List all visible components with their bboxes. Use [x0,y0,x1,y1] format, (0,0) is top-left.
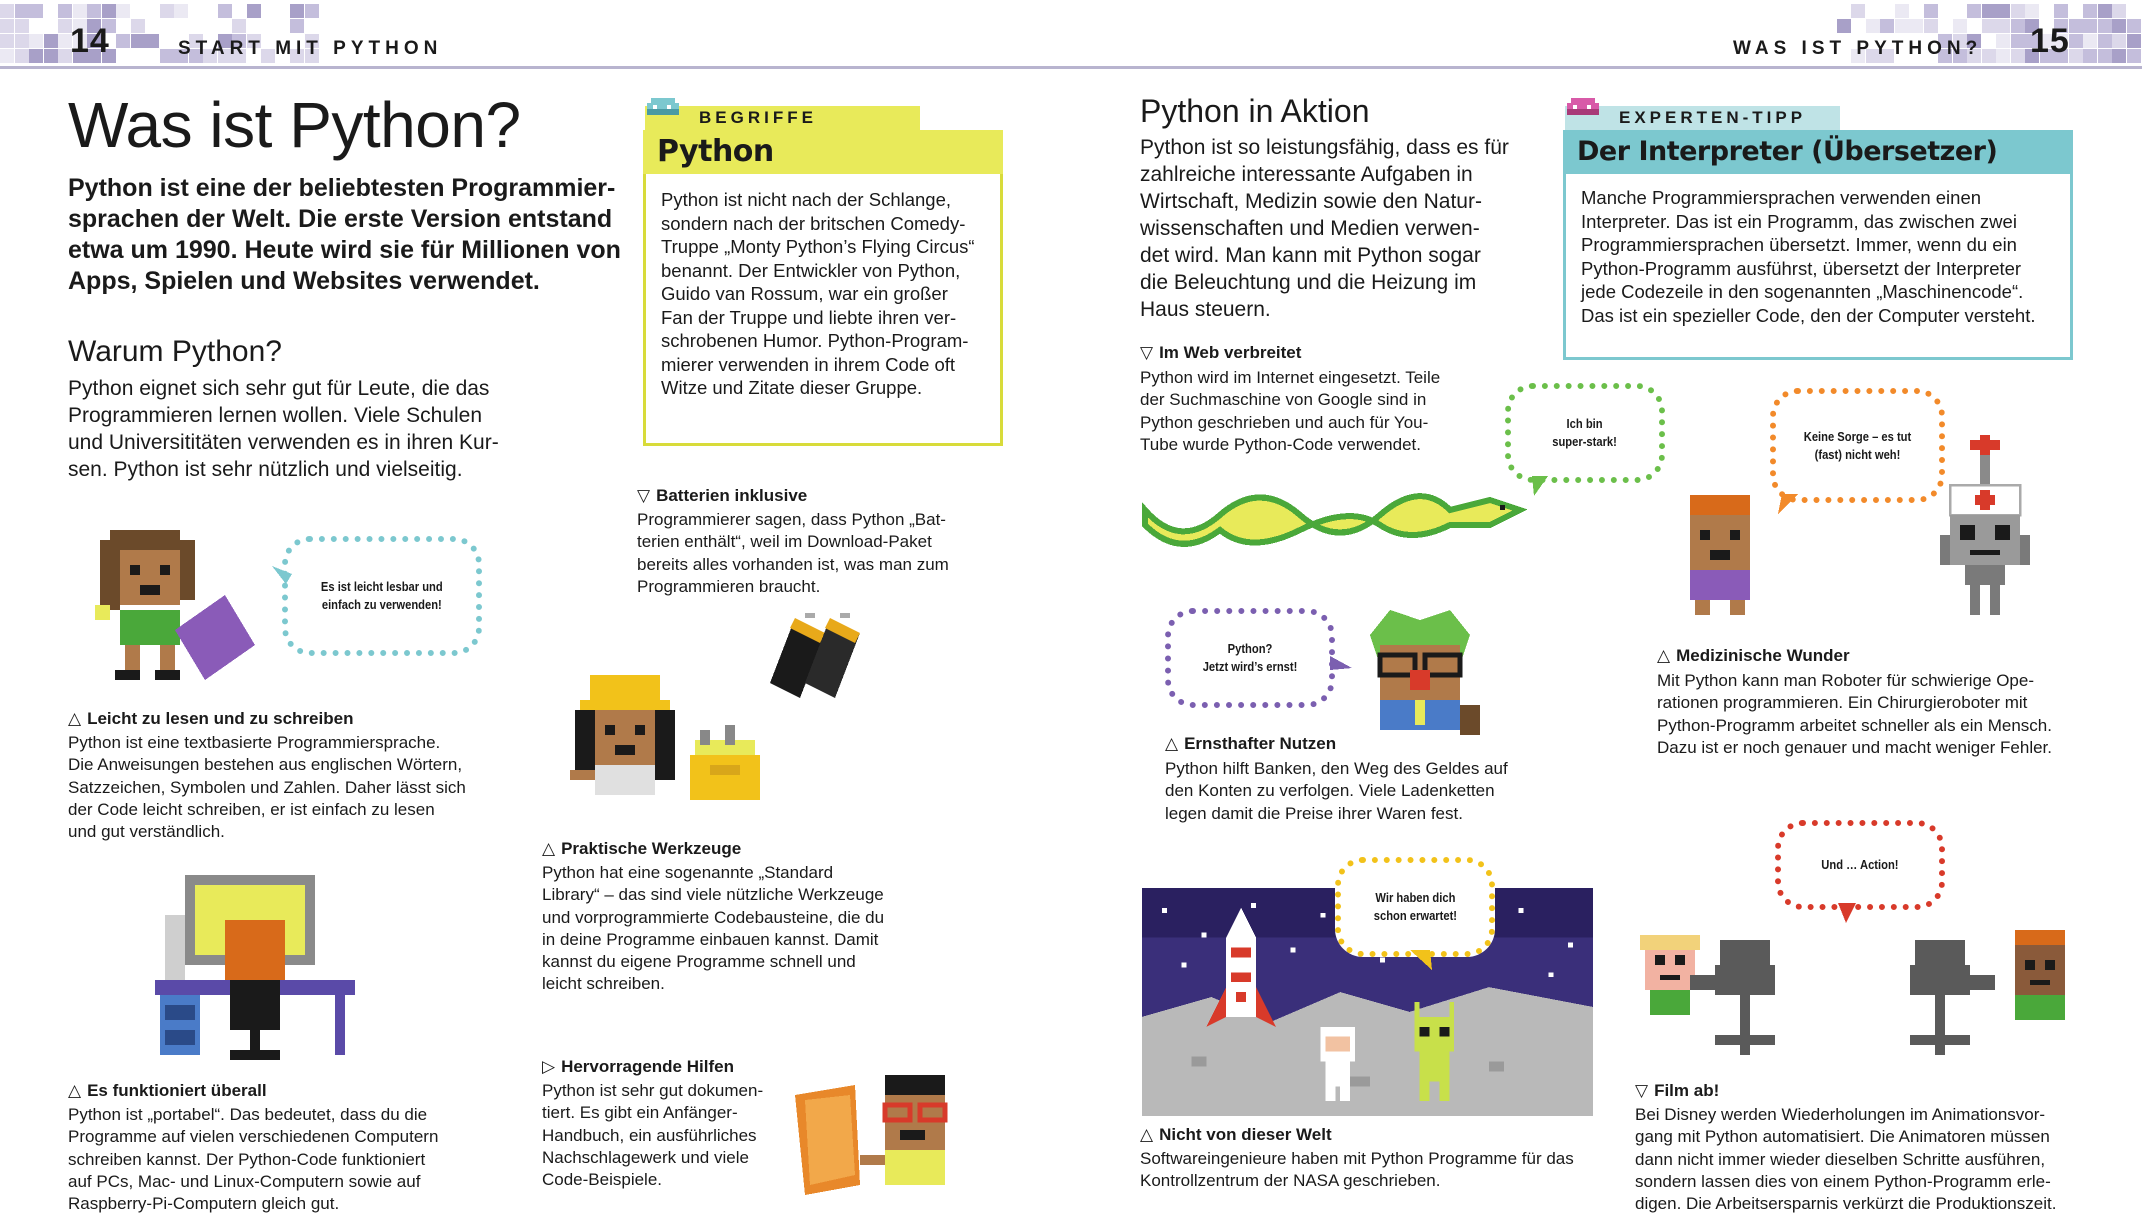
triangle-down-icon: ▽ [637,486,651,505]
header-pixel [160,49,174,63]
begriffe-tab [645,106,920,130]
begriffe-box-text: Python ist nicht nach der Schlange, sondern nach der britschen Comedy- Truppe „Monty Python’s Flying Circus“ benannt. Der Entwickler von Python, Guido van Rossum, war ein großer Fan der Truppe und liebte ihren ver- schrobenen Humor. Python-Program- mierer verwenden in ihrem Code oft Witze und Zitate dieser Gruppe. [661,189,975,398]
caption-web-title: Im Web verbreitet [1159,343,1302,362]
header-pixel [29,34,43,48]
caption-space-heading [1140,1124,1332,1146]
page-title: Was ist Python? [68,89,521,161]
bubble-tail-action [1838,903,1858,925]
caption-batteries-title: Batterien inklusive [656,486,808,505]
intro-paragraph: Python ist eine der beliebtesten Programmier- sprachen der Welt. Die erste Version entstand etwa um 1990. Heute wird sie für Millionen von Apps, Spielen und Websites verwendet. [68,174,621,295]
header-pixel [1851,4,1865,18]
header-pixel [290,19,304,33]
right-page-number: 15 [2030,22,2070,60]
caption-serious-text: Python hilft Banken, den Weg des Geldes auf den Konten zu verfolgen. Viele Ladenketten legen damit die Preise ihrer Waren fest. [1165,759,1508,823]
header-pixel [102,4,116,18]
header-pixel [2098,49,2112,63]
caption-help-title: Hervorragende Hilfen [561,1057,734,1076]
header-pixel [160,4,174,18]
caption-tools-title: Praktische Werkzeuge [561,839,742,858]
header-pixel [2011,49,2025,63]
speech-bubble-action-text: Und … Action! [1821,857,1899,872]
action-heading: Python in Aktion [1140,93,1370,129]
triangle-up-icon: △ [1657,646,1671,665]
why-paragraph: Python eignet sich sehr gut für Leute, die das Programmieren lernen wollen. Viele Schulen und Universititäten verwenden es in ihren Kur- sen. Python ist sehr nützlich und vielseitig. [68,377,499,481]
header-pixel [116,34,130,48]
triangle-right-icon: ▷ [542,1057,556,1076]
bubble-tail-readable [272,566,292,586]
caption-everywhere-heading [68,1080,267,1102]
header-pixel [15,19,29,33]
header-pixel [232,19,246,33]
computer-desk-illustration [155,875,355,1065]
caption-everywhere-text: Python ist „portabel“. Das bedeutet, dass du die Programme auf vielen verschiedenen Computern schreiben kannst. Der Python-Code funktioniert auf PCs, Mac- und Linux-Computern sowie auf Raspberry-Pi-Computern gleich gut. [68,1105,439,1214]
header-pixel [2112,34,2126,48]
surgical-robot-illustration [1940,435,2030,620]
header-pixel [1924,4,1938,18]
begriffe-tab-label: BEGRIFFE [699,108,817,127]
header-pixel [1996,19,2010,33]
patient-illustration [1680,495,1770,620]
right-running-title: WAS IST PYTHON? [1733,38,1983,59]
header-pixel [247,4,261,18]
film-crew-illustration [1635,930,2090,1060]
header-pixel [218,4,232,18]
header-pixel [1895,19,1909,33]
speech-bubble-worry-text: Keine Sorge – es tut (fast) nicht weh! [1803,428,1912,462]
why-heading: Warum Python? [68,335,282,368]
begriffe-box-title: Python [643,130,1003,174]
expert-tab-label: EXPERTEN-TIPP [1619,108,1807,127]
begriffe-box [643,130,1003,446]
construction-worker-illustration [560,670,770,820]
caption-web-heading [1140,342,1301,364]
triangle-up-icon: △ [542,839,556,858]
caption-medicine-text: Mit Python kann man Roboter für schwierige Ope- rationen programmieren. Ein Chirurgieroboter mit Python-Programm arbeitet schneller als ein Mensch. Dazu ist er noch genauer und macht weniger Fehler. [1657,671,2053,757]
header-rule [0,66,2142,69]
caption-medicine-heading [1657,645,1850,667]
header-pixel [1982,4,1996,18]
triangle-up-icon: △ [1140,1125,1154,1144]
speech-bubble-action [1775,820,1945,910]
expert-pixel-icon [1565,96,1605,126]
header-pixel [1866,19,1880,33]
triangle-up-icon: △ [68,709,82,728]
bubble-tail-expected [1410,950,1434,972]
triangle-down-icon: ▽ [1140,343,1154,362]
caption-serious-title: Ernsthafter Nutzen [1184,734,1337,753]
speech-bubble-readable [282,536,482,656]
python-snake-illustration [1140,480,1530,550]
expert-box-title: Der Interpreter (Übersetzer) [1563,130,2073,174]
speech-bubble-super [1505,383,1665,483]
header-pixel [1996,34,2010,48]
header-pixel [1924,19,1938,33]
caption-film-title: Film ab! [1654,1081,1720,1100]
boy-with-book-illustration [795,1075,970,1205]
header-pixel [1982,49,1996,63]
bubble-tail-super [1532,476,1552,498]
caption-readable-title: Leicht zu lesen und zu schreiben [87,709,354,728]
header-pixel [2083,49,2097,63]
caption-film-heading [1635,1080,1719,1102]
speech-bubble-super-text: Ich bin super-stark! [1552,416,1618,449]
header-pixel [58,4,72,18]
triangle-down-icon: ▽ [1635,1081,1649,1100]
left-running-title: START MIT PYTHON [178,38,443,59]
header-pixel [1909,19,1923,33]
caption-batteries-heading [637,485,807,507]
caption-tools-heading [542,838,741,860]
header-pixel [0,19,14,33]
begriffe-pixel-icon [645,96,685,126]
header-pixel [2083,19,2097,33]
caption-serious-heading [1165,733,1336,755]
header-pixel [2011,19,2025,33]
header-pixel [2112,49,2126,63]
expert-tab [1565,106,1840,130]
header-pixel [2112,19,2126,33]
header-pixel [15,34,29,48]
header-pixel [2069,19,2083,33]
speech-bubble-readable-text: Es ist leicht lesbar und einfach zu verwenden! [321,579,443,612]
header-pixel [1895,4,1909,18]
speech-bubble-worry [1770,388,1945,503]
caption-space-text: Softwareingenieure haben mit Python Programme für das Kontrollzentrum der NASA geschrieben. [1140,1149,1574,1191]
header-pixel [1967,4,1981,18]
caption-web-text: Python wird im Internet eingesetzt. Teile der Suchmaschine von Google sind in Python geschrieben und auch für You- Tube wurde Python-Code verwendet. [1140,368,1441,454]
header-pixel [116,4,130,18]
caption-tools-text: Python hat eine sogenannte „Standard Library“ – das sind viele nützliche Werkzeuge und vorprogrammierte Codebausteine, die du in deine Programme einbauen kannst. Damit kannst du eigene Programme schnell und leicht schreiben. [542,863,885,994]
header-pixel [131,19,145,33]
header-pixel [1880,19,1894,33]
header-pixel [1996,4,2010,18]
header-pixel [174,4,188,18]
header-pixel [1953,19,1967,33]
caption-space-title: Nicht von dieser Welt [1159,1125,1332,1144]
header-pixel [0,49,14,63]
caption-help-text: Python ist sehr gut dokumen- tiert. Es gibt ein Anfänger- Handbuch, ein ausführliches Nachschlagewerk und viele Code-Beispiele. [542,1081,764,1190]
header-pixel [2083,34,2097,48]
header-pixel [44,34,58,48]
bubble-tail-worry [1778,494,1798,516]
header-pixel [2054,4,2068,18]
header-pixel [131,34,145,48]
header-pixel [145,34,159,48]
girl-with-book-illustration [90,520,270,690]
triangle-up-icon: △ [1165,734,1179,753]
header-pixel [1996,49,2010,63]
header-pixel [87,4,101,18]
header-pixel [305,4,319,18]
triangle-up-icon: △ [68,1081,82,1100]
header-pixel [0,34,14,48]
header-pixel [1982,19,1996,33]
caption-batteries-text: Programmierer sagen, dass Python „Bat- terien enthält“, weil im Download-Paket bereits alles vorhanden ist, was man zum Programmieren braucht. [637,510,949,596]
caption-film-text: Bei Disney werden Wiederholungen im Animationsvor- gang mit Python automatisiert. Die Animatoren müssen dann nicht immer wieder dieselben Schritte ausführen, sondern lassen dies von einem Python-Programm erle- digen. Die Arbeitsersparnis verkürzt die Produktionszeit. [1635,1105,2057,1214]
header-pixel [29,49,43,63]
speech-bubble-expected-text: Wir haben dich schon erwartet! [1373,890,1457,923]
header-pixel [2083,4,2097,18]
header-pixel [29,4,43,18]
bubble-tail-serious [1330,656,1352,676]
expert-box [1563,130,2073,360]
header-pixel [2098,19,2112,33]
left-page-number: 14 [70,22,110,60]
caption-help-heading [542,1056,734,1078]
header-pixel [2098,34,2112,48]
header-pixel [2127,19,2141,33]
header-pixel [2098,4,2112,18]
header-pixel [2011,34,2025,48]
speech-bubble-expected [1335,857,1495,957]
header-pixel [2069,34,2083,48]
header-pixel [2112,4,2126,18]
clown-businessman-illustration [1355,605,1485,745]
action-paragraph: Python ist so leistungsfähig, dass es für zahlreiche interessante Aufgaben in Wirtschaft, Medizin sowie den Natur- wissenschaften und Medien verwen- det wird. Man kann mit Python sogar die Beleuchtung und die Heizung im Haus steuern. [1140,136,1509,321]
expert-box-text: Manche Programmiersprachen verwenden einen Interpreter. Das ist ein Programm, das zwischen zwei Programmiersprachen übersetzt. Immer, wenn du ein Python-Programm ausführst, übersetzt der Interpreter jede Codezeile in den sogenannten „Maschinencode“. Das ist ein spezieller Code, den der Computer versteht. [1581,187,2036,326]
header-pixel [2069,49,2083,63]
speech-bubble-serious-text: Python? Jetzt wird’s ernst! [1202,641,1298,674]
header-pixel [73,4,87,18]
header-pixel [2011,4,2025,18]
speech-bubble-serious [1165,608,1335,708]
header-pixel [15,4,29,18]
header-pixel [44,49,58,63]
caption-readable-text: Python ist eine textbasierte Programmiersprache. Die Anweisungen bestehen aus englischen Wörtern, Satzzeichen, Symbolen und Zahlen. Daher lässt sich der Code leicht schreiben, er ist einfach zu lesen und gut verständlich. [68,733,466,842]
header-pixel [290,4,304,18]
caption-readable-heading [68,708,353,730]
header-pixel [1837,19,1851,33]
header-pixel [0,4,14,18]
batteries-icon [765,608,875,708]
caption-everywhere-title: Es funktioniert überall [87,1081,267,1100]
header-pixel [15,49,29,63]
header-pixel [2025,4,2039,18]
header-pixel [2127,49,2141,63]
caption-medicine-title: Medizinische Wunder [1676,646,1850,665]
header-pixel [2127,34,2141,48]
